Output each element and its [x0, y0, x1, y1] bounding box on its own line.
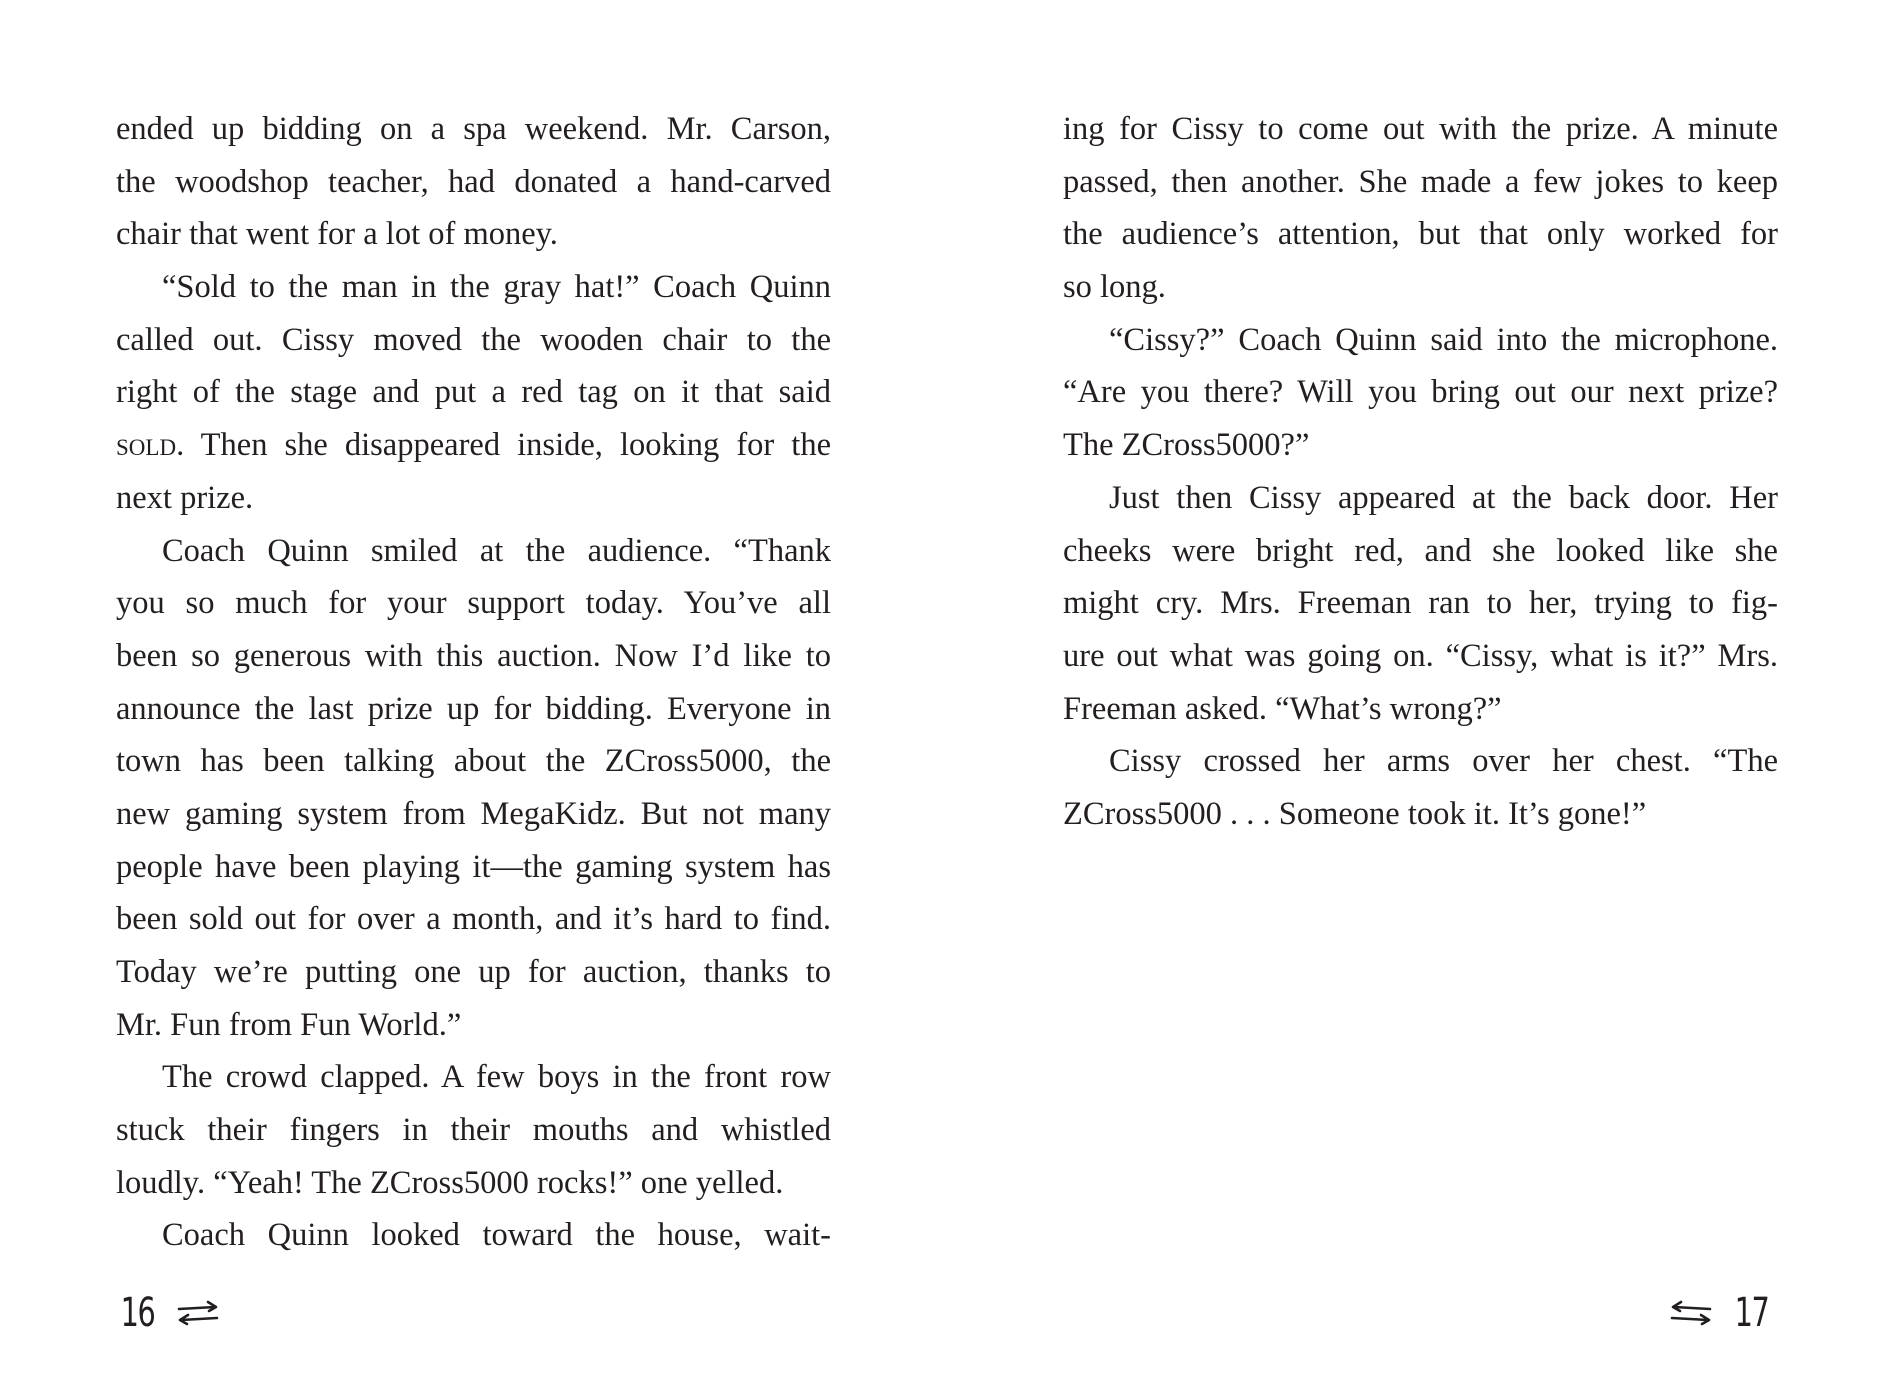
text-line: ure out what was going on. “Cissy, what is it?” Mrs. [1063, 637, 1778, 674]
page-number-left: 16 [120, 1290, 155, 1336]
text-line: the woodshop teacher, had donated a hand-carved [116, 163, 831, 200]
text-line [116, 419, 831, 472]
text-line: Cissy crossed her arms over her chest. “The [1109, 743, 1778, 780]
text-line: Coach Quinn smiled at the audience. “Thank [162, 532, 831, 569]
text-line: chair that went for a lot of money. [116, 216, 558, 253]
text-line: “Are you there? Will you bring out our next prize? [1063, 374, 1778, 411]
text-line: Freeman asked. “What’s wrong?” [1063, 690, 1502, 727]
page-number-right: 17 [1734, 1290, 1769, 1336]
small-caps-word: sold [116, 427, 177, 464]
right-page-folio [1668, 1290, 1775, 1336]
text-line: “Cissy?” Coach Quinn said into the microphone. [1109, 321, 1778, 358]
text-line: so long. [1063, 269, 1166, 306]
text-line: next prize. [116, 479, 254, 516]
text-line: Today we’re putting one up for auction, thanks to [116, 954, 831, 990]
double-arrow-icon [175, 1298, 221, 1328]
text-line: people have been playing it—the gaming system has [116, 848, 831, 885]
text-line: “Sold to the man in the gray hat!” Coach Quinn [162, 269, 831, 306]
text-line: called out. Cissy moved the wooden chair to the [116, 321, 831, 358]
text-line: might cry. Mrs. Freeman ran to her, trying to fig- [1063, 585, 1778, 622]
text-line: announce the last prize up for bidding. Everyone in [116, 690, 831, 727]
text-line: the audience’s attention, but that only worked for [1063, 216, 1778, 253]
text-line: been sold out for over a month, and it’s hard to find. [116, 901, 831, 938]
text-line: Just then Cissy appeared at the back door. Her [1109, 479, 1778, 516]
double-arrow-icon [1668, 1298, 1714, 1328]
text-line: Mr. Fun from Fun World.” [116, 1006, 462, 1043]
text-line: been so generous with this auction. Now I’d like to [116, 637, 831, 674]
text-line: ZCross5000 . . . Someone took it. It’s gone!” [1063, 795, 1647, 832]
line-text: . Then she disappeared inside, looking for the [176, 427, 831, 464]
text-line: loudly. “Yeah! The ZCross5000 rocks!” one yelled. [116, 1164, 784, 1201]
text-line: town has been talking about the ZCross5000, the [116, 743, 831, 780]
right-page [1063, 103, 1778, 841]
text-line: right of the stage and put a red tag on it that said [116, 374, 831, 411]
text-line: new gaming system from MegaKidz. But not many [116, 795, 831, 832]
text-line: The crowd clapped. A few boys in the front row [162, 1059, 831, 1096]
text-line: ended up bidding on a spa weekend. Mr. Carson, [116, 111, 831, 147]
text-line: passed, then another. She made a few jokes to keep [1063, 163, 1778, 200]
text-line: The ZCross5000?” [1063, 427, 1310, 464]
text-line: stuck their fingers in their mouths and whistled [116, 1112, 831, 1149]
left-page-folio [114, 1290, 221, 1336]
text-line: you so much for your support today. You’ve all [116, 585, 831, 622]
text-line: Coach Quinn looked toward the house, wait- [162, 1217, 831, 1254]
text-line: ing for Cissy to come out with the prize. A minute [1063, 111, 1778, 147]
text-line: cheeks were bright red, and she looked like she [1063, 532, 1778, 569]
left-page [116, 103, 831, 1262]
